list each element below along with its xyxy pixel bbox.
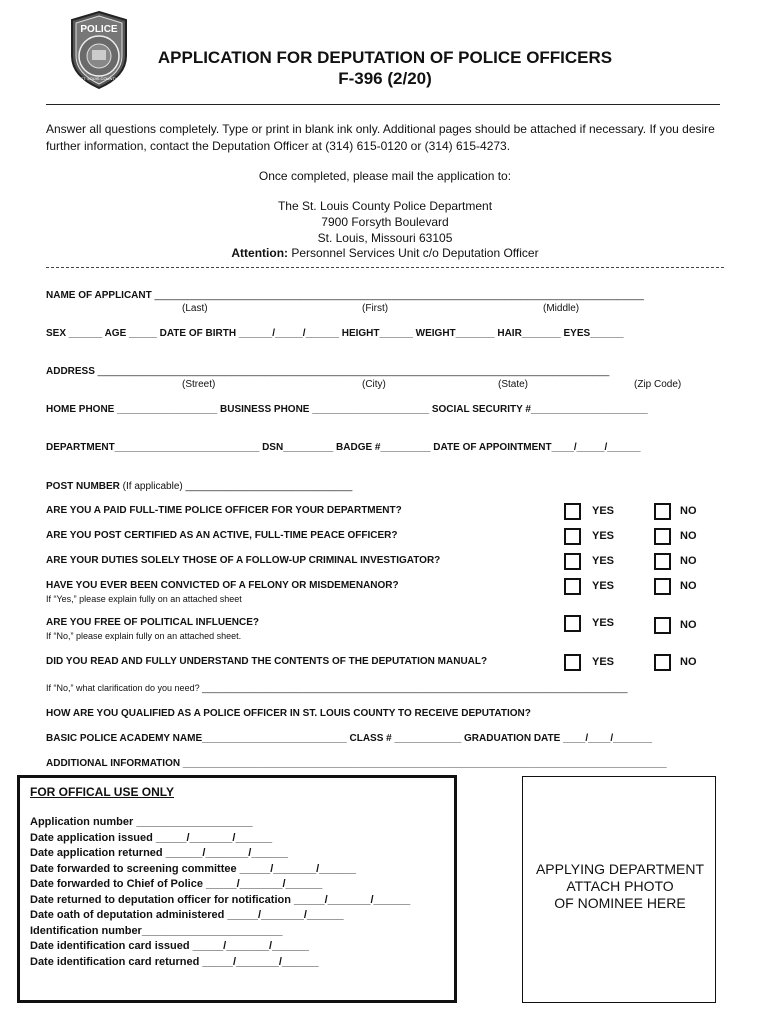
address-label: ADDRESS xyxy=(46,366,95,377)
official-line[interactable]: Date oath of deputation administered _____/_______/______ xyxy=(30,909,344,921)
question-text: ARE YOU POST CERTIFIED AS AN ACTIVE, FULL-TIME PEACE OFFICER? xyxy=(46,530,398,541)
no-label: NO xyxy=(680,580,697,592)
address-line-1: The St. Louis County Police Department xyxy=(277,199,493,213)
sex-age-dob-row[interactable]: SEX ______ AGE _____ DATE OF BIRTH ______/_____/______ HEIGHT______ WEIGHT_______ HAIR_______ EYES______ xyxy=(46,328,624,339)
no-label: NO xyxy=(680,656,697,668)
name-label: NAME OF APPLICANT xyxy=(46,290,152,301)
official-use-box xyxy=(17,775,457,1003)
phone-ssn-row[interactable]: HOME PHONE __________________ BUSINESS PHONE _____________________ SOCIAL SECURITY #_____________________ xyxy=(46,404,648,415)
additional-info-field[interactable]: ADDITIONAL INFORMATION _______________________________________________________________________________________ xyxy=(46,758,667,769)
form-title: APPLICATION FOR DEPUTATION OF POLICE OFFICERS xyxy=(157,48,613,67)
yes-label: YES xyxy=(592,656,615,668)
no-label: NO xyxy=(680,505,697,517)
question-text: ARE YOU A PAID FULL-TIME POLICE OFFICER FOR YOUR DEPARTMENT? xyxy=(46,505,402,516)
yes-label: YES xyxy=(592,555,615,567)
name-blank: ________________________________________________________________________________________ xyxy=(151,290,644,301)
clarification-field[interactable]: If “No,” what clarification do you need? _____________________________________________________________________________________ xyxy=(46,683,628,693)
address-state-caption: (State) xyxy=(498,379,529,390)
photo-line-2: ATTACH PHOTO xyxy=(566,878,674,894)
question-row xyxy=(46,578,726,606)
no-checkbox[interactable] xyxy=(654,528,671,545)
yes-label: YES xyxy=(592,617,615,629)
official-use-heading: FOR OFFICAL USE ONLY xyxy=(30,785,175,799)
yes-checkbox[interactable] xyxy=(564,528,581,545)
photo-instructions xyxy=(523,861,717,912)
no-checkbox[interactable] xyxy=(654,553,671,570)
section-divider xyxy=(46,267,724,268)
question-row xyxy=(46,615,726,643)
yes-checkbox[interactable] xyxy=(564,503,581,520)
name-first-caption: (First) xyxy=(362,303,389,314)
question-text: ARE YOUR DUTIES SOLELY THOSE OF A FOLLOW-UP CRIMINAL INVESTIGATOR? xyxy=(46,555,441,566)
name-middle-caption: (Middle) xyxy=(543,303,580,314)
yes-checkbox[interactable] xyxy=(564,578,581,595)
address-line-3: St. Louis, Missouri 63105 xyxy=(317,231,453,245)
address-city-caption: (City) xyxy=(362,379,386,390)
no-checkbox[interactable] xyxy=(654,578,671,595)
department-row[interactable]: DEPARTMENT__________________________ DSN_________ BADGE #_________ DATE OF APPOINTMENT____/_____/______ xyxy=(46,442,641,453)
question-note: If “Yes,” please explain fully on an attached sheet xyxy=(46,594,242,604)
attention-label: Attention: xyxy=(231,246,289,260)
qualification-question: HOW ARE YOU QUALIFIED AS A POLICE OFFICER IN ST. LOUIS COUNTY TO RECEIVE DEPUTATION? xyxy=(46,708,531,719)
address-zip-caption: (Zip Code) xyxy=(634,379,682,390)
name-last-caption: (Last) xyxy=(182,303,208,314)
official-line[interactable]: Date forwarded to Chief of Police _____/_______/______ xyxy=(30,878,323,890)
yes-label: YES xyxy=(592,580,615,592)
official-line[interactable]: Date application issued _____/_______/______ xyxy=(30,832,273,844)
name-field[interactable] xyxy=(46,290,644,301)
post-number-field[interactable] xyxy=(46,481,352,492)
seal-top-text: POLICE xyxy=(80,24,118,35)
address-blank: ____________________________________________________________________________________________ xyxy=(94,366,610,377)
official-line[interactable]: Application number ___________________ xyxy=(30,816,253,828)
question-row xyxy=(46,528,726,548)
academy-row[interactable]: BASIC POLICE ACADEMY NAME__________________________ CLASS # ____________ GRADUATION DATE ____/____/_______ xyxy=(46,733,653,744)
official-line[interactable]: Identification number_______________________ xyxy=(30,925,283,937)
question-row xyxy=(46,553,726,573)
title-divider xyxy=(46,104,720,105)
question-text: ARE YOU FREE OF POLITICAL INFLUENCE? xyxy=(46,617,259,628)
official-line[interactable]: Date identification card returned _____/_______/______ xyxy=(30,956,319,968)
official-line[interactable]: Date forwarded to screening committee _____/_______/______ xyxy=(30,863,356,875)
yes-checkbox[interactable] xyxy=(564,553,581,570)
question-row xyxy=(46,654,726,674)
mail-prompt: Once completed, please mail the application to: xyxy=(258,169,512,183)
question-row xyxy=(46,503,726,523)
official-line[interactable]: Date application returned ______/_______/______ xyxy=(30,847,289,859)
question-text: HAVE YOU EVER BEEN CONVICTED OF A FELONY OR MISDEMENANOR? xyxy=(46,580,399,591)
instructions-text: Answer all questions completely. Type or print in blank ink only. Additional pages should be attached if necessary. If you desire further information, contact the Deputation Officer at (314) 615-0120 or (314) 615-4273. xyxy=(46,122,715,153)
yes-label: YES xyxy=(592,505,615,517)
photo-line-1: APPLYING DEPARTMENT xyxy=(535,861,705,877)
seal-ring-text: ST. LOUIS COUNTY xyxy=(80,76,118,81)
no-label: NO xyxy=(680,555,697,567)
photo-attach-box[interactable] xyxy=(522,776,716,1003)
question-note: If “No,” please explain fully on an attached sheet. xyxy=(46,631,242,641)
address-line-2: 7900 Forsyth Boulevard xyxy=(321,215,449,229)
photo-line-3: OF NOMINEE HERE xyxy=(554,895,686,911)
yes-label: YES xyxy=(592,530,615,542)
post-number-label: POST NUMBER xyxy=(46,481,120,492)
attention-line xyxy=(0,246,770,260)
post-number-note: (If applicable) ______________________________ xyxy=(119,481,353,492)
form-number: F-396 (2/20) xyxy=(338,69,432,88)
official-line[interactable]: Date returned to deputation officer for notification _____/_______/______ xyxy=(30,894,411,906)
no-label: NO xyxy=(680,530,697,542)
no-label: NO xyxy=(680,619,697,631)
yes-checkbox[interactable] xyxy=(564,615,581,632)
address-field[interactable] xyxy=(46,366,609,377)
official-line[interactable]: Date identification card issued _____/_______/______ xyxy=(30,940,309,952)
no-checkbox[interactable] xyxy=(654,503,671,520)
address-street-caption: (Street) xyxy=(182,379,216,390)
no-checkbox[interactable] xyxy=(654,617,671,634)
no-checkbox[interactable] xyxy=(654,654,671,671)
yes-checkbox[interactable] xyxy=(564,654,581,671)
attention-value: Personnel Services Unit c/o Deputation Officer xyxy=(288,246,539,260)
question-text: DID YOU READ AND FULLY UNDERSTAND THE CONTENTS OF THE DEPUTATION MANUAL? xyxy=(46,656,488,667)
